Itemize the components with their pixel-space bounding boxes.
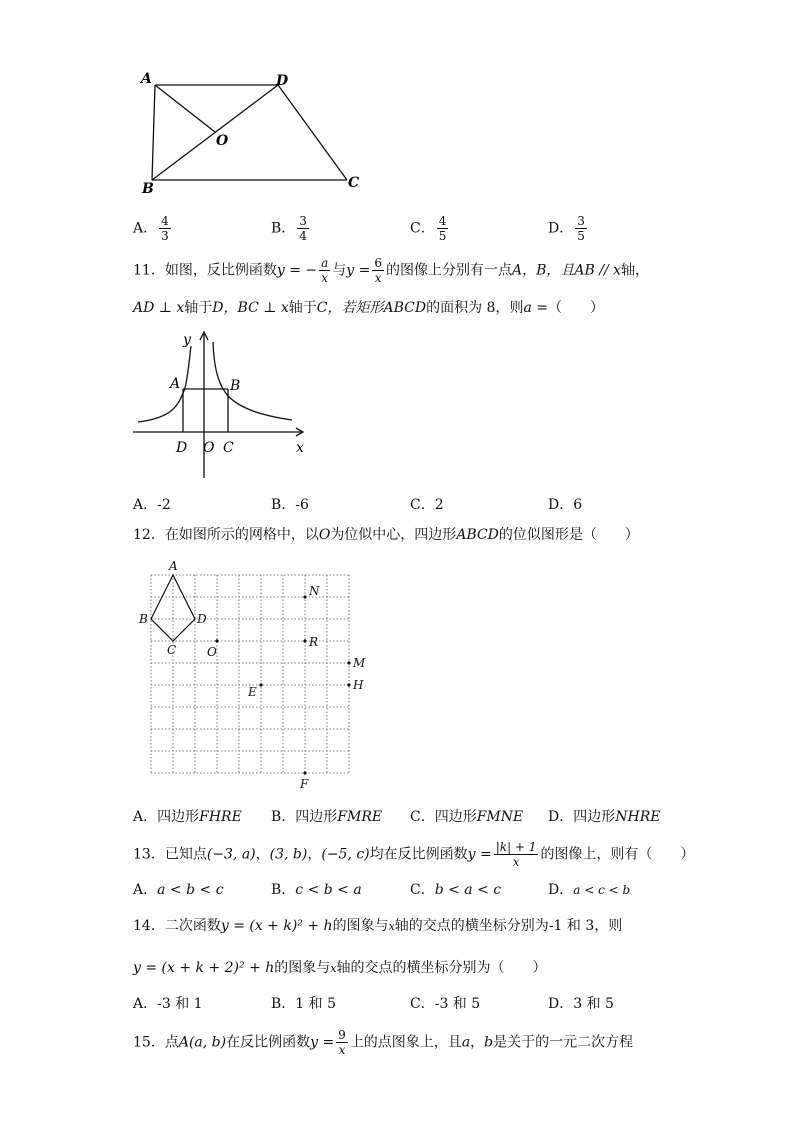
- q11-label-D: D: [176, 440, 188, 456]
- q11-label-O: O: [203, 440, 215, 456]
- q11-option-c[interactable]: C．2: [410, 497, 444, 513]
- q11-line1: 11．如图，反比例函数y = − $\frac{a}{x}$ 与y = $\frac{6}{x}$ 的图像上分别有一点A，B，且AB // x轴，: [133, 256, 650, 285]
- q10-option-a[interactable]: A． $\frac{4}{3}$: [133, 214, 169, 243]
- q12-label-E: E: [248, 685, 257, 699]
- q10-label-D: D: [276, 73, 289, 89]
- q11-line2: AD ⊥ x轴于D，BC ⊥ x轴于C，若矩形ABCD的面积为 8，则a =（ ）: [133, 300, 604, 316]
- q11-label-A: A: [170, 376, 181, 392]
- q12-label-C: C: [167, 643, 177, 657]
- q12-label-N: N: [309, 584, 320, 598]
- q10-figure: [135, 65, 375, 200]
- q11-figure: [130, 328, 310, 480]
- q12-label-B: B: [139, 612, 148, 626]
- q11-label-C: C: [223, 440, 234, 456]
- q14-line2: y = (x + k + 2)² + h的图象与x轴的交点的横坐标分别为（ ）: [133, 960, 547, 976]
- q12-label-O: O: [207, 645, 217, 659]
- q13-eq-fraction: $\frac{|k| + 1}{x}$: [495, 840, 537, 869]
- q12-option-a[interactable]: A．四边形FHRE: [133, 809, 242, 825]
- q13-option-a[interactable]: A．a < b < c: [133, 882, 224, 898]
- q12-option-c[interactable]: C．四边形FMNE: [410, 809, 524, 825]
- q10-label-C: C: [348, 175, 360, 191]
- q10-label-A: A: [141, 71, 152, 87]
- q11-label-y: y: [183, 332, 191, 348]
- q10-label-O: O: [216, 133, 229, 149]
- q11-option-d[interactable]: D．6: [548, 497, 583, 513]
- q11-eq1-fraction: $\frac{a}{x}$: [321, 256, 329, 285]
- q12-label-H: H: [353, 678, 364, 692]
- q14-option-b[interactable]: B．1 和 5: [271, 996, 337, 1012]
- q11-option-a[interactable]: A．-2: [133, 497, 171, 513]
- q10-option-d-fraction: $\frac{3}{5}$: [577, 214, 585, 243]
- q13-option-b[interactable]: B．c < b < a: [271, 882, 362, 898]
- q11-eq2-fraction: $\frac{6}{x}$: [374, 256, 382, 285]
- q10-label-B: B: [142, 181, 154, 197]
- q12-label-D: D: [197, 612, 207, 626]
- q14-line1: 14．二次函数y = (x + k)² + h的图象与x轴的交点的横坐标分别为-1 和 3，则: [133, 918, 623, 934]
- q11-label-x: x: [296, 440, 304, 456]
- q10-option-b-fraction: $\frac{3}{4}$: [299, 214, 307, 243]
- q13-option-c[interactable]: C．b < a < c: [410, 882, 502, 898]
- q10-option-d[interactable]: D． $\frac{3}{5}$: [548, 214, 585, 243]
- q10-option-c[interactable]: C． $\frac{4}{5}$: [410, 214, 447, 243]
- q12-label-M: M: [353, 656, 366, 670]
- q10-option-a-fraction: $\frac{4}{3}$: [161, 214, 169, 243]
- q13-stem: 13．已知点(−3, a)，(3, b)，(−5, c)均在反比例函数y = $\frac{|k| + 1}{x}$ 的图像上，则有（ ）: [133, 840, 695, 869]
- q12-option-b[interactable]: B．四边形FMRE: [271, 809, 383, 825]
- q10-option-c-fraction: $\frac{4}{5}$: [438, 214, 447, 243]
- q14-option-c[interactable]: C．-3 和 5: [410, 996, 481, 1012]
- q12-option-d[interactable]: D．四边形NHRE: [548, 809, 661, 825]
- q12-label-F: F: [300, 777, 309, 791]
- q14-option-d[interactable]: D．3 和 5: [548, 996, 614, 1012]
- q13-option-d[interactable]: D．a < c < b: [548, 882, 631, 898]
- q12-figure: [135, 558, 375, 798]
- q11-label-B: B: [230, 378, 241, 394]
- q14-option-a[interactable]: A．-3 和 1: [133, 996, 203, 1012]
- q10-option-b[interactable]: B． $\frac{3}{4}$: [271, 214, 307, 243]
- q12-label-R: R: [309, 635, 319, 649]
- q12-label-A: A: [169, 559, 178, 573]
- q12-stem: 12．在如图所示的网格中，以O为位似中心，四边形ABCD的位似图形是（ ）: [133, 527, 639, 543]
- q15-stem: 15．点A(a, b)在反比例函数y = $\frac{9}{x}$ 上的点图象上，且a，b是关于的一元二次方程: [133, 1028, 634, 1057]
- q15-eq-fraction: $\frac{9}{x}$: [338, 1028, 346, 1057]
- q11-option-b[interactable]: B．-6: [271, 497, 309, 513]
